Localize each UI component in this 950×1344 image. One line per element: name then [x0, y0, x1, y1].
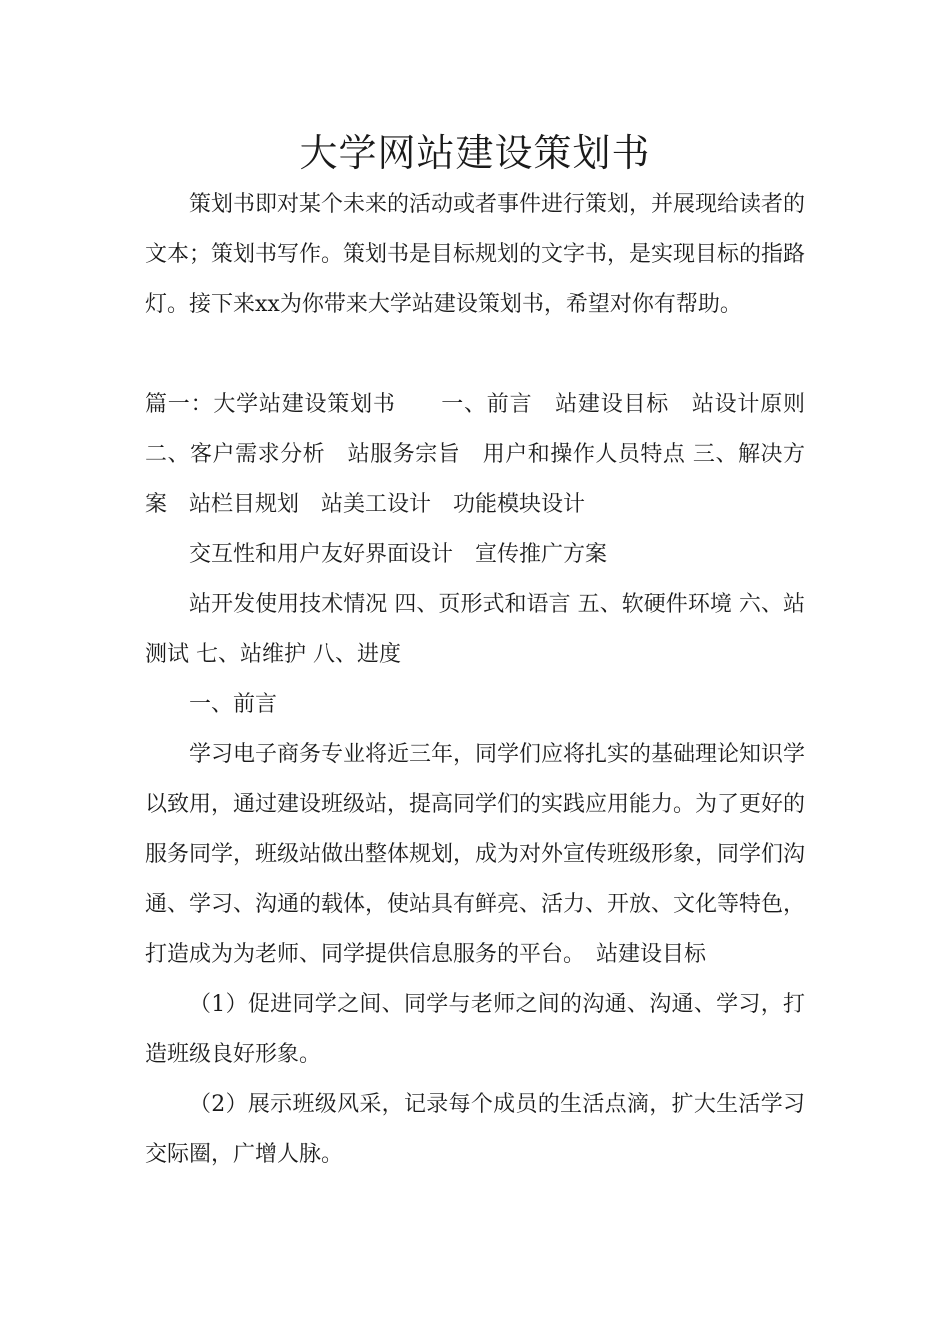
- intro-paragraph: 策划书即对某个未来的活动或者事件进行策划，并展现给读者的文本；策划书写作。策划书是目标规划的文字书，是实现目标的指路灯。接下来xx为你带来大学站建设策划书，希望对你有帮助。: [145, 192, 806, 317]
- outline-interaction-line: 交互性和用户友好界面设计 宣传推广方案: [189, 542, 608, 567]
- preface-paragraph: 学习电子商务专业将近三年，同学们应将扎实的基础理论知识学以致用，通过建设班级站，提高同学们的实践应用能力。为了更好的服务同学，班级站做出整体规划，成为对外宣传班级形象，同学们沟通、学习、沟通的载体，使站具有鲜亮、活力、开放、文化等特色，打造成为为老师、同学提供信息服务的平台。 站建设目标: [145, 742, 806, 967]
- goal-item-1: （1）促进同学之间、同学与老师之间的沟通、沟通、学习，打造班级良好形象。: [145, 992, 805, 1067]
- document-body: [145, 180, 828, 1180]
- outline-technology-line: 站开发使用技术情况 四、页形式和语言 五、软硬件环境 六、站测试 七、站维护 八、进度: [145, 592, 805, 667]
- outline-paragraph: 篇一：大学站建设策划书 一、前言 站建设目标 站设计原则 二、客户需求分析 站服务宗旨 用户和操作人员特点 三、解决方案 站栏目规划 站美工设计 功能模块设计: [145, 392, 828, 517]
- document-title: 大学网站建设策划书: [299, 131, 651, 175]
- section-heading-preface: 一、前言: [189, 692, 278, 717]
- goal-item-2: （2）展示班级风采，记录每个成员的生活点滴，扩大生活学习交际圈，广增人脉。: [145, 1092, 805, 1167]
